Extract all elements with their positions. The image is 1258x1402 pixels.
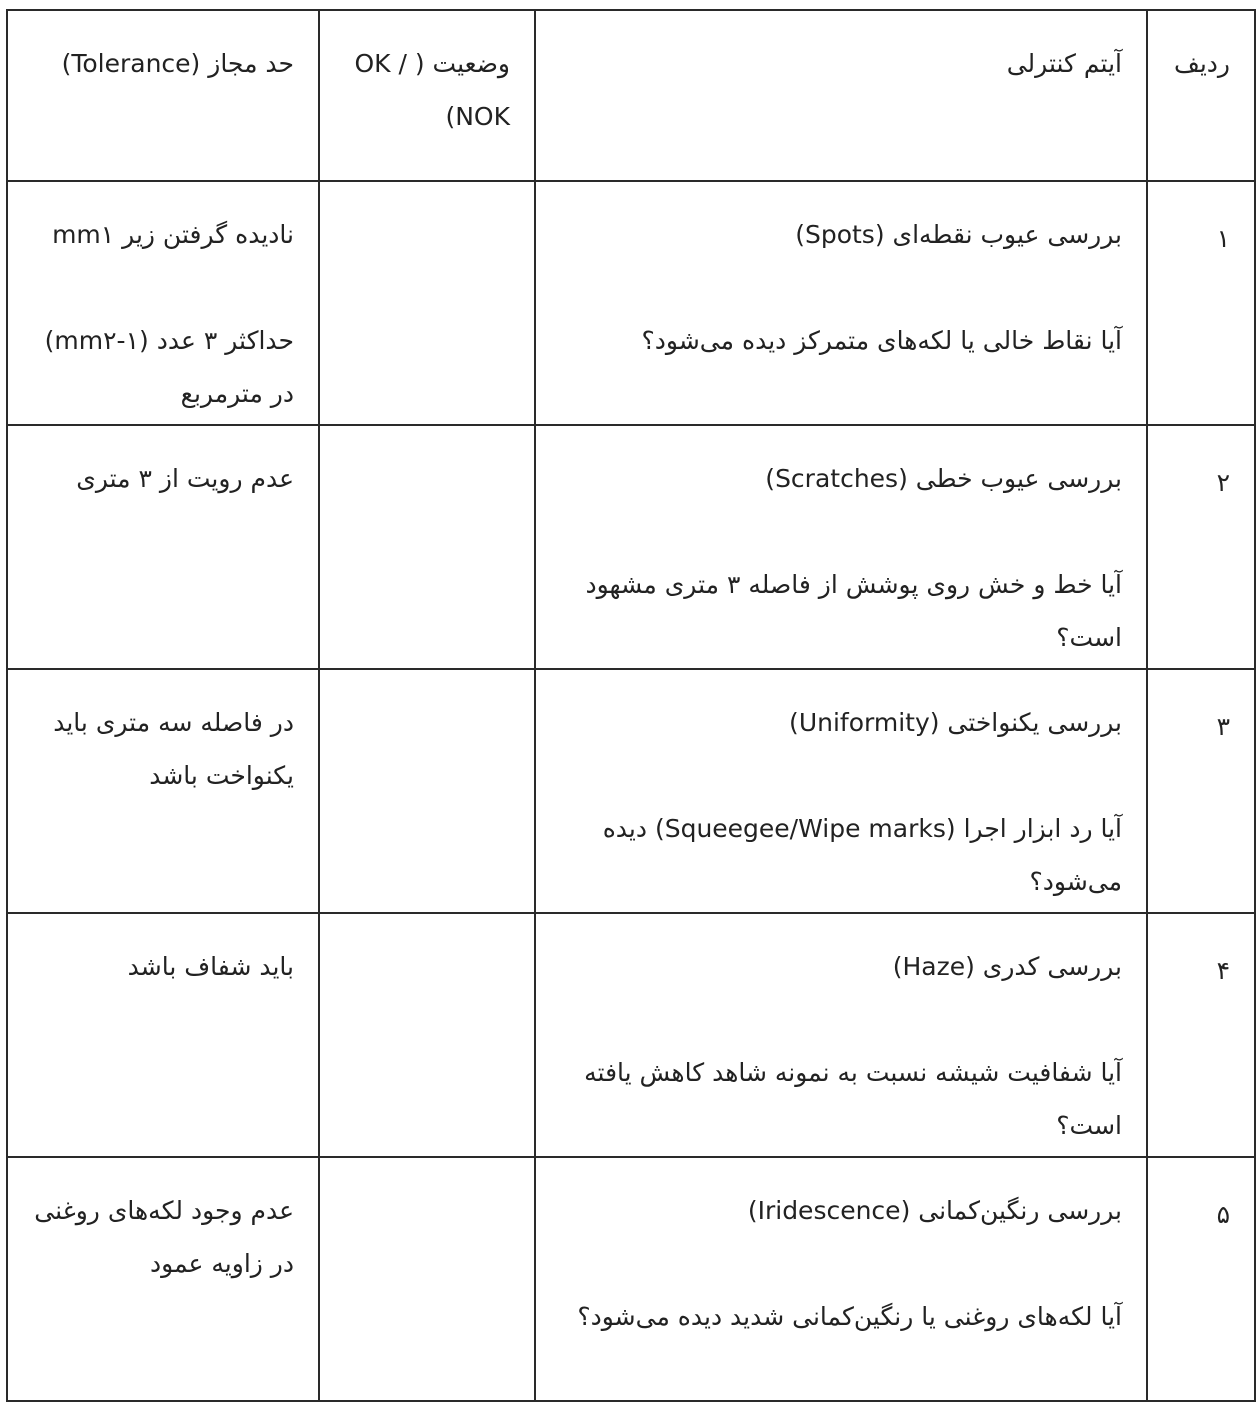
status-cell[interactable]	[319, 1157, 535, 1401]
table-header-row	[7, 10, 1255, 181]
table-row	[7, 181, 1255, 425]
item-title: بررسی رنگین‌کمانی (Iridescence)	[747, 1196, 1122, 1225]
item-title: بررسی کدری (Haze)	[892, 952, 1122, 981]
row-number: ۵	[1147, 1157, 1255, 1401]
item-title: بررسی عیوب نقطه‌ای (Spots)	[795, 220, 1122, 249]
item-question: آیا نقاط خالی یا لکه‌های متمرکز دیده می‌شود؟	[641, 326, 1122, 355]
control-item-cell	[535, 669, 1147, 913]
row-number: ۱	[1147, 181, 1255, 425]
control-item-cell	[535, 1157, 1147, 1401]
tolerance-line-1: نادیده گرفتن زیر mm۱	[52, 220, 294, 249]
tolerance-cell	[7, 913, 319, 1157]
item-question: آیا شفافیت شیشه نسبت به نمونه شاهد کاهش یافته است؟	[584, 1058, 1122, 1140]
header-status: وضعیت ( OK / NOK)	[319, 10, 535, 181]
item-question: آیا لکه‌های روغنی یا رنگین‌کمانی شدید دیده می‌شود؟	[577, 1302, 1122, 1331]
status-cell[interactable]	[319, 669, 535, 913]
tolerance-line-1: در فاصله سه متری باید یکنواخت باشد	[53, 708, 294, 790]
control-item-cell	[535, 913, 1147, 1157]
control-item-cell	[535, 425, 1147, 669]
tolerance-line-1: عدم وجود لکه‌های روغنی در زاویه عمود	[34, 1196, 294, 1278]
tolerance-line-1: عدم رویت از ۳ متری	[76, 464, 294, 493]
status-cell[interactable]	[319, 181, 535, 425]
tolerance-cell	[7, 425, 319, 669]
item-title: بررسی یکنواختی (Uniformity)	[789, 708, 1122, 737]
status-cell[interactable]	[319, 913, 535, 1157]
status-cell[interactable]	[319, 425, 535, 669]
header-tolerance: حد مجاز (Tolerance)	[7, 10, 319, 181]
header-row-number: ردیف	[1147, 10, 1255, 181]
tolerance-line-2: حداکثر ۳ عدد (۱-mm۲) در مترمربع	[44, 326, 294, 408]
item-title: بررسی عیوب خطی (Scratches)	[765, 464, 1122, 493]
tolerance-cell	[7, 669, 319, 913]
table-row	[7, 669, 1255, 913]
header-control-item: آیتم کنترلی	[535, 10, 1147, 181]
row-number: ۴	[1147, 913, 1255, 1157]
tolerance-line-1: باید شفاف باشد	[127, 952, 294, 981]
control-item-cell	[535, 181, 1147, 425]
inspection-checklist-table	[6, 9, 1256, 1402]
table-row	[7, 1157, 1255, 1401]
table-row	[7, 425, 1255, 669]
tolerance-cell	[7, 181, 319, 425]
row-number: ۲	[1147, 425, 1255, 669]
row-number: ۳	[1147, 669, 1255, 913]
item-question: آیا خط و خش روی پوشش از فاصله ۳ متری مشهود است؟	[585, 570, 1122, 652]
item-question: آیا رد ابزار اجرا (Squeegee/Wipe marks) دیده می‌شود؟	[602, 814, 1122, 896]
table-row	[7, 913, 1255, 1157]
tolerance-cell	[7, 1157, 319, 1401]
